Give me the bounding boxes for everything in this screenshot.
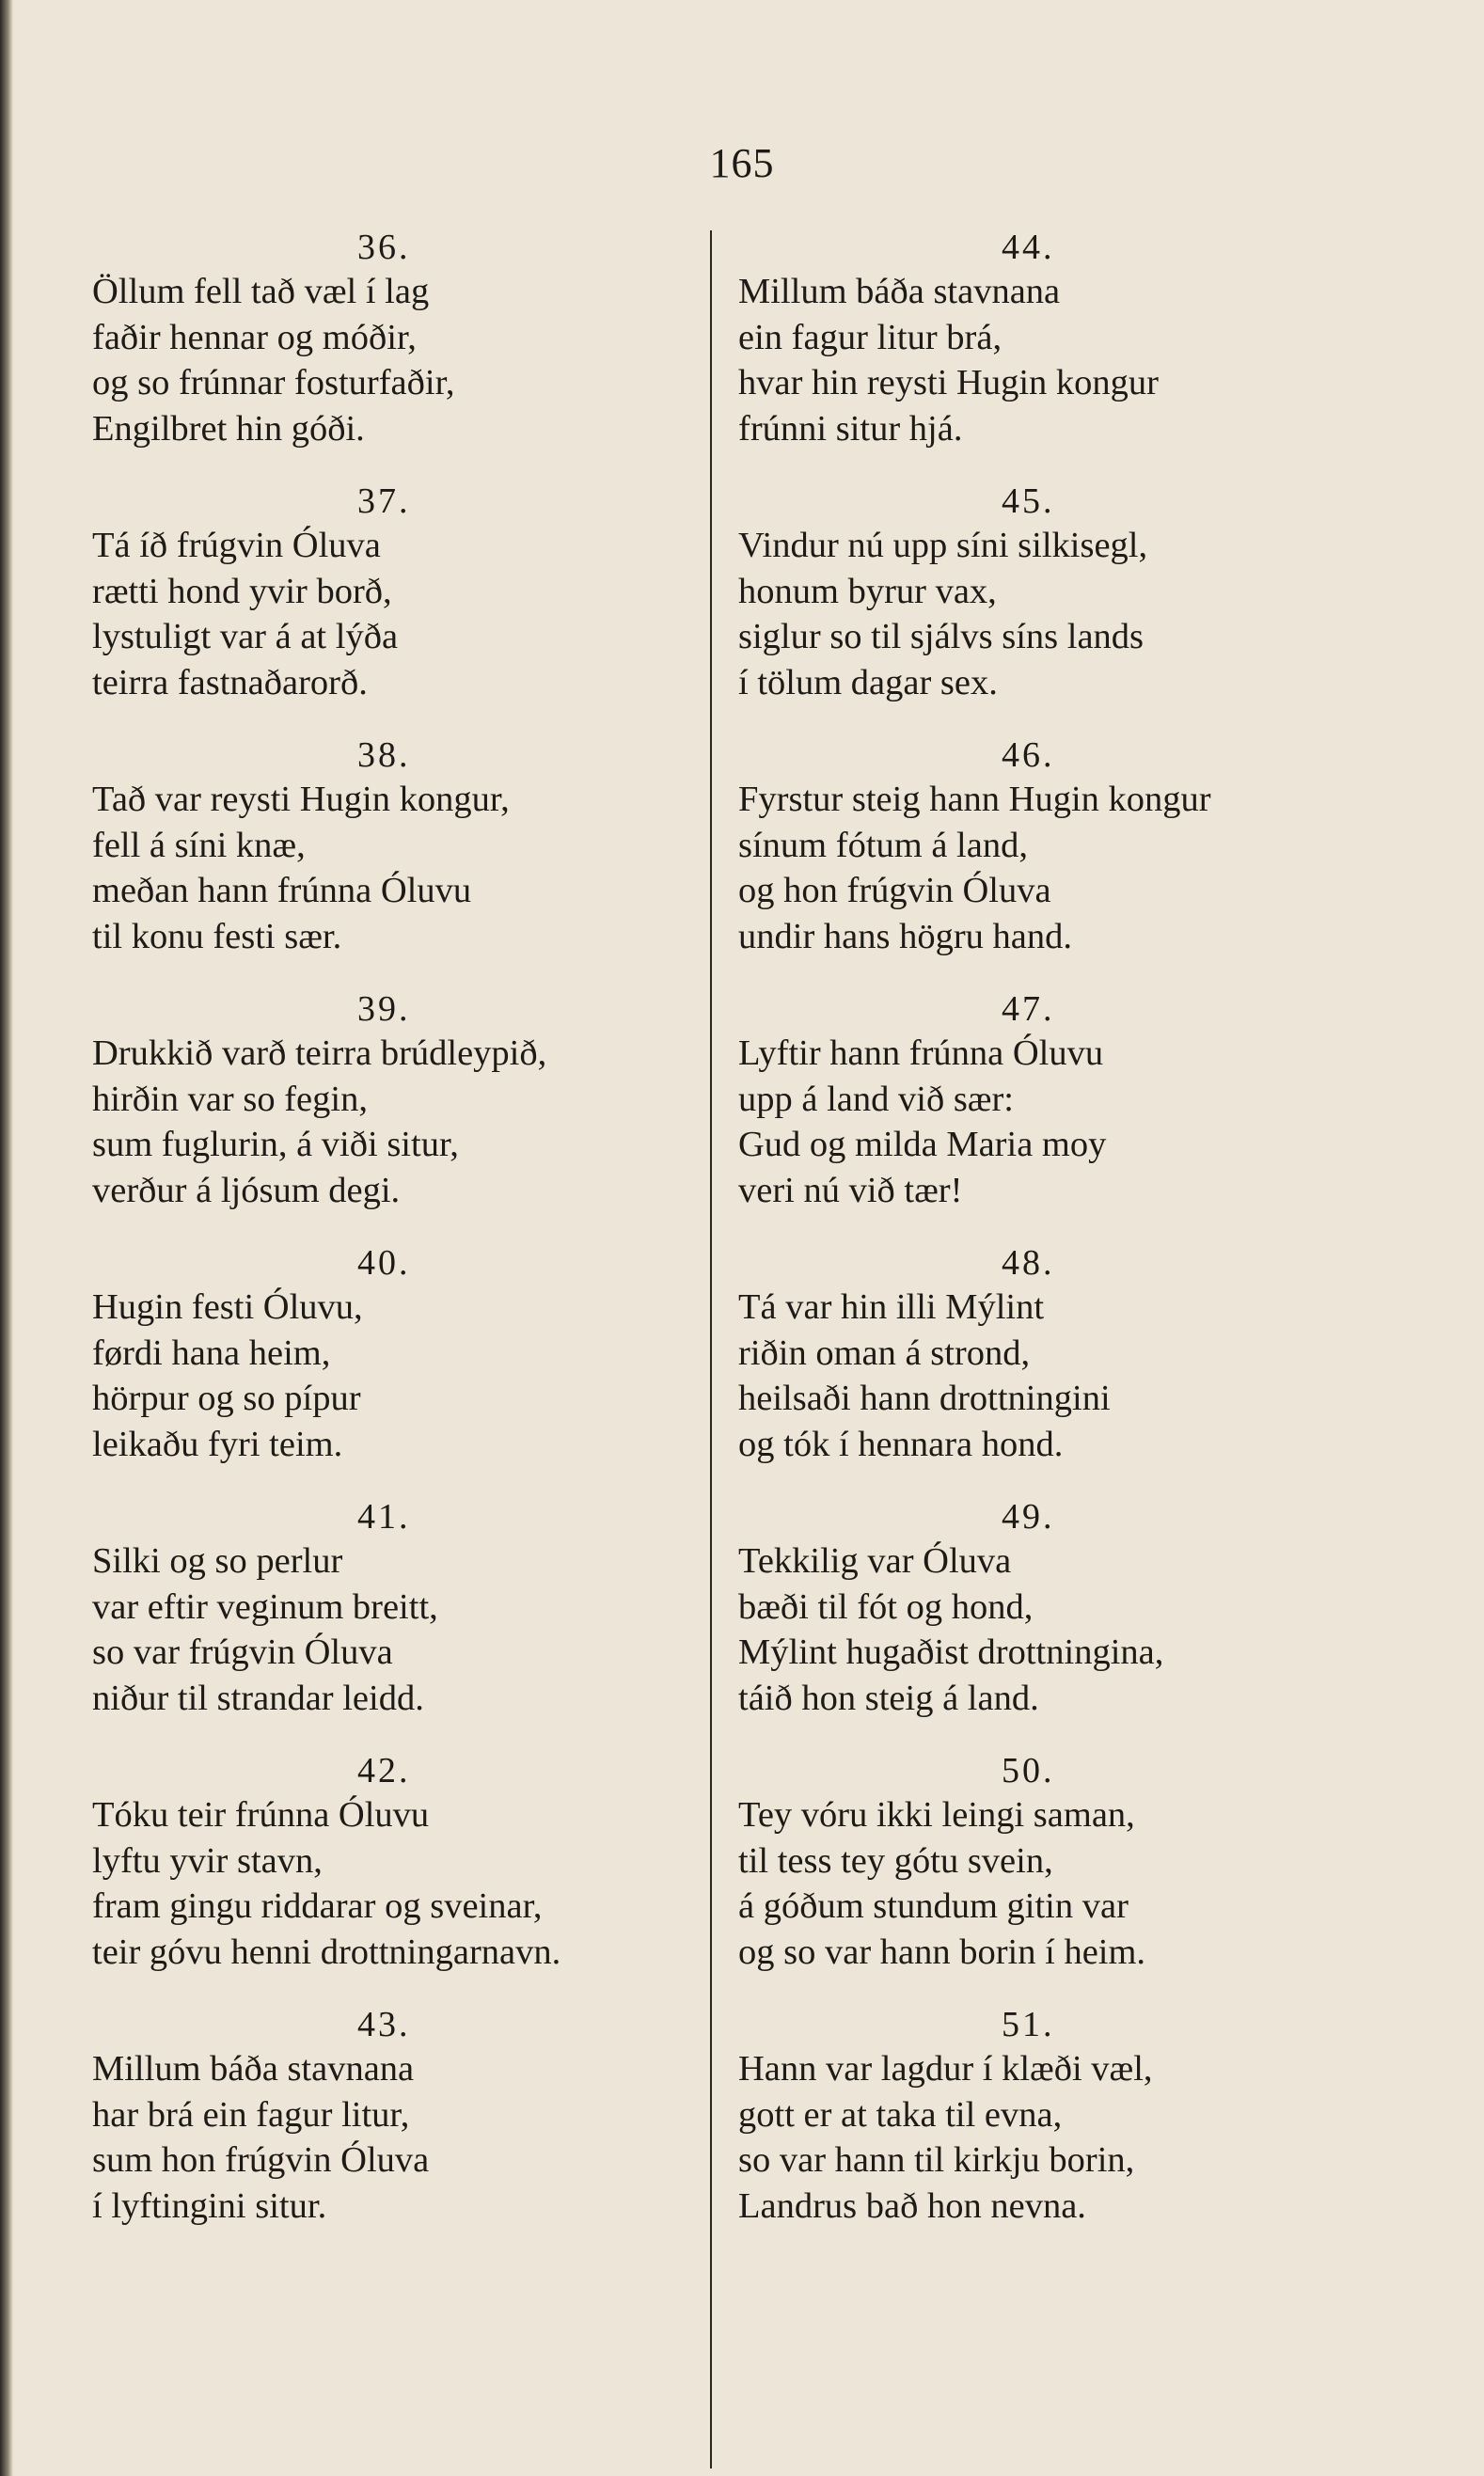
left-column <box>92 226 694 2257</box>
stanza <box>92 2003 694 2257</box>
verse-line: var eftir veginum breitt, <box>92 1586 438 1627</box>
verse-line: fell á síni knæ, <box>92 825 306 865</box>
verse-line: Hann var lagdur í klæði væl, <box>738 2049 1153 2089</box>
stanza <box>738 1241 1340 1495</box>
verse-line: Tekkilig var Óluva <box>738 1541 1012 1581</box>
verse-line: Tað var reysti Hugin kongur, <box>92 780 510 819</box>
verse-line: Lyftir hann frúnna Óluvu <box>738 1033 1104 1073</box>
verse-line: lystuligt var á at lýða <box>92 617 399 656</box>
stanza-number: 39. <box>357 989 411 1029</box>
stanza <box>92 480 694 733</box>
stanza-number: 42. <box>357 1751 411 1790</box>
verse-line: Fyrstur steig hann Hugin kongur <box>738 780 1211 819</box>
verse-line: og tók í hennara hond. <box>738 1424 1064 1464</box>
verse-line: Tá íð frúgvin Óluva <box>92 526 381 565</box>
verse-line: upp á land við sær: <box>738 1079 1014 1119</box>
stanza <box>738 1495 1340 1749</box>
verse-line: Millum báða stavnana <box>738 272 1061 311</box>
stanza-number: 36. <box>357 228 411 267</box>
verse-line: teirra fastnaðarorð. <box>92 662 368 702</box>
column-divider <box>710 230 712 2468</box>
verse-line: Tóku teir frúnna Óluvu <box>92 1795 430 1835</box>
stanza <box>738 987 1340 1241</box>
verse-line: so var frúgvin Óluva <box>92 1632 393 1672</box>
stanza <box>92 1241 694 1495</box>
stanza-number: 40. <box>357 1243 411 1283</box>
verse-line: so var hann til kirkju borin, <box>738 2140 1135 2180</box>
verse-line: faðir hennar og móðir, <box>92 317 417 357</box>
stanza-number: 48. <box>1002 1243 1055 1283</box>
verse-line: leikaðu fyri teim. <box>92 1424 343 1464</box>
right-column <box>738 226 1340 2257</box>
page-number: 165 <box>709 140 775 186</box>
verse-line: meðan hann frúnna Óluvu <box>92 871 472 910</box>
verse-line: har brá ein fagur litur, <box>92 2094 410 2135</box>
verse-line: hvar hin reysti Hugin kongur <box>738 363 1159 402</box>
stanza-number: 43. <box>357 2005 411 2044</box>
verse-line: Vindur nú upp síni silkisegl, <box>738 526 1148 565</box>
verse-line: ein fagur litur brá, <box>738 317 1002 357</box>
verse-line: sum hon frúgvin Óluva <box>92 2140 430 2180</box>
verse-line: og hon frúgvin Óluva <box>738 871 1051 910</box>
verse-line: teir góvu henni drottningarnavn. <box>92 1932 561 1972</box>
stanza <box>738 226 1340 480</box>
stanza-number: 38. <box>357 735 411 775</box>
verse-line: hörpur og so pípur <box>92 1379 361 1418</box>
verse-line: gott er at taka til evna, <box>738 2094 1063 2135</box>
verse-line: Millum báða stavnana <box>92 2049 415 2089</box>
stanza <box>92 1749 694 2003</box>
stanza-number: 44. <box>1002 228 1055 267</box>
stanza-number: 50. <box>1002 1751 1055 1790</box>
verse-line: Tey vóru ikki leingi saman, <box>738 1795 1135 1835</box>
verse-line: til konu festi sær. <box>92 916 342 956</box>
verse-line: og so frúnnar fosturfaðir, <box>92 363 455 402</box>
stanza <box>738 733 1340 987</box>
stanza-number: 45. <box>1002 481 1055 521</box>
verse-line: frúnni situr hjá. <box>738 408 963 449</box>
stanza-number: 49. <box>1002 1497 1055 1537</box>
stanza <box>92 987 694 1241</box>
stanza-number: 47. <box>1002 989 1055 1029</box>
verse-line: riðin oman á strond, <box>738 1333 1031 1373</box>
verse-line: á góðum stundum gitin var <box>738 1886 1129 1926</box>
stanza-number: 46. <box>1002 735 1055 775</box>
verse-line: hirðin var so fegin, <box>92 1079 368 1119</box>
verse-line: verður á ljósum degi. <box>92 1170 401 1210</box>
verse-line: veri nú við tær! <box>738 1170 963 1210</box>
stanza <box>92 226 694 480</box>
verse-line: Hugin festi Óluvu, <box>92 1287 363 1327</box>
stanza-number: 41. <box>357 1497 411 1537</box>
verse-line: í lyftingini situr. <box>92 2185 327 2226</box>
verse-line: sínum fótum á land, <box>738 825 1028 865</box>
verse-line: honum byrur vax, <box>738 571 997 611</box>
verse-line: Drukkið varð teirra brúdleypið, <box>92 1033 547 1073</box>
verse-line: fram gingu riddarar og sveinar, <box>92 1886 543 1926</box>
stanza <box>738 1749 1340 2003</box>
verse-line: til tess tey gótu svein, <box>738 1840 1053 1881</box>
verse-line: bæði til fót og hond, <box>738 1586 1034 1627</box>
verse-line: sum fuglurin, á viði situr, <box>92 1125 459 1164</box>
verse-line: Landrus bað hon nevna. <box>738 2185 1086 2226</box>
verse-line: siglur so til sjálvs síns lands <box>738 617 1145 656</box>
verse-line: táið hon steig á land. <box>738 1678 1039 1718</box>
verse-line: Engilbret hin góði. <box>92 408 365 449</box>
stanza <box>738 2003 1340 2257</box>
stanza-number: 51. <box>1002 2005 1055 2044</box>
verse-line: heilsaði hann drottningini <box>738 1379 1111 1418</box>
verse-line: niður til strandar leidd. <box>92 1678 424 1718</box>
verse-line: førdi hana heim, <box>92 1333 331 1373</box>
verse-line: rætti hond yvir borð, <box>92 571 392 611</box>
verse-line: Mýlint hugaðist drottningina, <box>738 1632 1164 1672</box>
verse-line: Gud og milda Maria moy <box>738 1125 1107 1164</box>
verse-line: Öllum fell tað væl í lag <box>92 272 430 311</box>
verse-line: í tölum dagar sex. <box>738 662 998 702</box>
verse-line: Tá var hin illi Mýlint <box>738 1287 1045 1327</box>
verse-line: lyftu yvir stavn, <box>92 1840 323 1881</box>
stanza <box>92 733 694 987</box>
stanza <box>738 480 1340 733</box>
stanza <box>92 1495 694 1749</box>
stanza-number: 37. <box>357 481 411 521</box>
page-binding-edge <box>0 0 13 2476</box>
verse-line: og so var hann borin í heim. <box>738 1932 1146 1972</box>
verse-line: undir hans högru hand. <box>738 916 1072 956</box>
verse-line: Silki og so perlur <box>92 1541 343 1581</box>
